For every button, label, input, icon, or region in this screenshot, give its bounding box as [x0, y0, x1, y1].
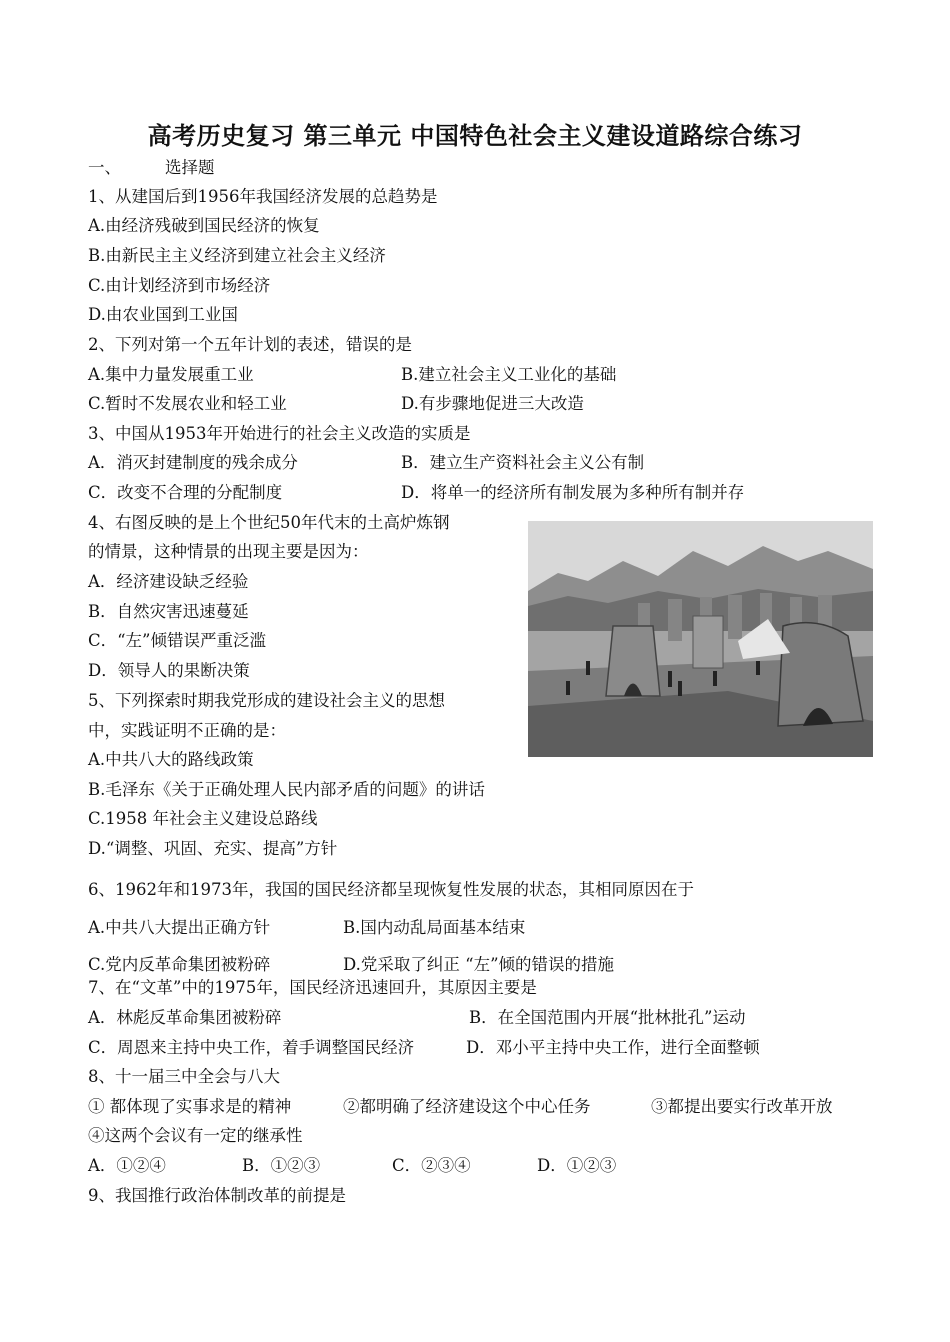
- q9-stem: 9、我国推行政治体制改革的前提是: [88, 1186, 346, 1205]
- q5-option-d: D.“调整、巩固、充实、提高”方针: [88, 839, 338, 858]
- q8-statement-2: ②都明确了经济建设这个中心任务: [343, 1097, 591, 1116]
- q1-stem: 1、从建国后到1956年我国经济发展的总趋势是: [88, 187, 438, 206]
- q6-stem: 6、1962年和1973年，我国的国民经济都呈现恢复性发展的状态，其相同原因在于: [88, 880, 694, 899]
- section-label: 选择题: [165, 158, 215, 177]
- furnace-photo: [528, 521, 873, 757]
- q4-stem-line2: 的情景，这种情景的出现主要是因为：: [88, 542, 369, 561]
- q5-stem-line2: 中，实践证明不正确的是：: [88, 721, 286, 740]
- q8-statement-3: ③都提出要实行改革开放: [651, 1097, 833, 1116]
- q6-option-c: C.党内反革命集团被粉碎: [88, 955, 271, 974]
- q7-stem: 7、在“文革”中的1975年，国民经济迅速回升，其原因主要是: [88, 978, 537, 997]
- q1-option-a: A.由经济残破到国民经济的恢复: [88, 216, 320, 235]
- q2-option-c: C.暂时不发展农业和轻工业: [88, 394, 287, 413]
- q8-statement-4: ④这两个会议有一定的继承性: [88, 1126, 303, 1145]
- q2-option-d: D.有步骤地促进三大改造: [401, 394, 584, 413]
- section-number: 一、: [88, 158, 121, 177]
- q8-option-c: C．②③④: [392, 1156, 471, 1175]
- q5-option-b: B.毛泽东《关于正确处理人民内部矛盾的问题》的讲话: [88, 780, 485, 799]
- q7-option-a: A．林彪反革命集团被粉碎: [88, 1008, 282, 1027]
- q7-option-d: D．邓小平主持中央工作，进行全面整顿: [466, 1038, 760, 1057]
- q4-stem-line1: 4、右图反映的是上个世纪50年代末的土高炉炼钢: [88, 513, 450, 532]
- q6-option-d: D.党采取了纠正 “左”倾的错误的措施: [343, 955, 615, 974]
- q8-option-d: D．①②③: [537, 1156, 617, 1175]
- q3-option-c: C．改变不合理的分配制度: [88, 483, 283, 502]
- q3-stem: 3、中国从1953年开始进行的社会主义改造的实质是: [88, 424, 471, 443]
- q6-option-b: B.国内动乱局面基本结束: [343, 918, 526, 937]
- q4-option-b: B．自然灾害迅速蔓延: [88, 602, 249, 621]
- q8-statement-1: ① 都体现了实事求是的精神: [88, 1097, 292, 1116]
- q2-stem: 2、下列对第一个五年计划的表述，错误的是: [88, 335, 412, 354]
- q5-stem-line1: 5、下列探索时期我党形成的建设社会主义的思想: [88, 691, 445, 710]
- q2-option-b: B.建立社会主义工业化的基础: [401, 365, 617, 384]
- q4-option-a: A．经济建设缺乏经验: [88, 572, 249, 591]
- q3-option-a: A．消灭封建制度的残余成分: [88, 453, 298, 472]
- page-title: 高考历史复习 第三单元 中国特色社会主义建设道路综合练习: [147, 121, 803, 150]
- q4-option-d: D．领导人的果断决策: [88, 661, 250, 680]
- q3-option-b: B．建立生产资料社会主义公有制: [401, 453, 645, 472]
- q5-option-c: C.1958 年社会主义建设总路线: [88, 809, 318, 828]
- q6-option-a: A.中共八大提出正确方针: [88, 918, 271, 937]
- q4-option-c: C．“左”倾错误严重泛滥: [88, 631, 266, 650]
- q7-option-c: C．周恩来主持中央工作，着手调整国民经济: [88, 1038, 415, 1057]
- q2-option-a: A.集中力量发展重工业: [88, 365, 254, 384]
- q1-option-b: B.由新民主主义经济到建立社会主义经济: [88, 246, 386, 265]
- q1-option-d: D.由农业国到工业国: [88, 305, 238, 324]
- q8-option-a: A．①②④: [88, 1156, 166, 1175]
- q1-option-c: C.由计划经济到市场经济: [88, 276, 271, 295]
- q8-option-b: B．①②③: [242, 1156, 321, 1175]
- furnace-photo-drawing: [528, 521, 873, 757]
- q3-option-d: D．将单一的经济所有制发展为多种所有制并存: [401, 483, 745, 502]
- q8-stem: 8、十一届三中全会与八大: [88, 1067, 280, 1086]
- q7-option-b: B．在全国范围内开展“批林批孔”运动: [469, 1008, 746, 1027]
- q5-option-a: A.中共八大的路线政策: [88, 750, 254, 769]
